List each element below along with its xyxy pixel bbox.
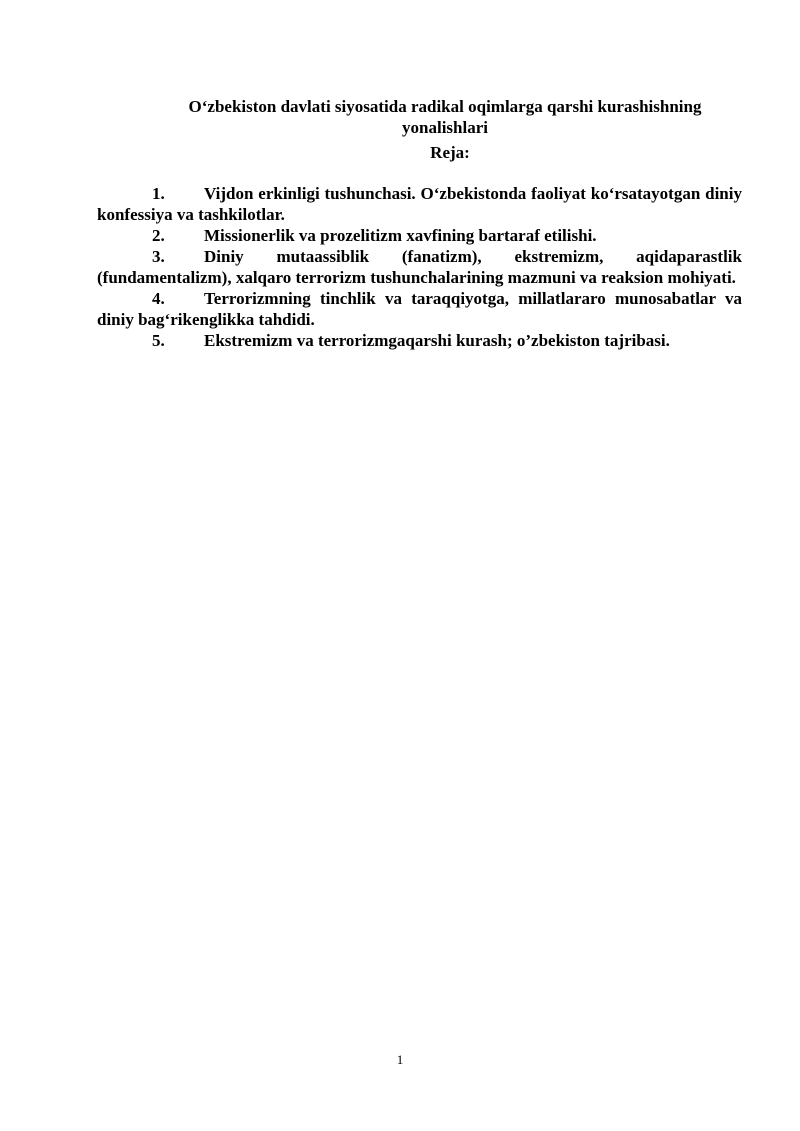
plan-item-number: 4.: [152, 289, 165, 308]
plan-item-text: Missionerlik va prozelitizm xavfining bartaraf etilishi.: [204, 226, 597, 245]
plan-item: [97, 183, 742, 225]
plan-item: [97, 288, 742, 330]
plan-heading: Reja:: [430, 143, 470, 162]
plan-item: [97, 246, 742, 288]
plan-item-number: 2.: [152, 226, 165, 245]
plan-list: [97, 183, 742, 351]
plan-item-number: 3.: [152, 247, 165, 266]
plan-item-text: Diniy mutaassiblik (fanatizm), ekstremizm, aqidaparastlik (fundamentalizm), xalqaro terrorizm tushunchalarining mazmuni va reaksion mohiyati.: [97, 247, 742, 287]
plan-item-number: 1.: [152, 184, 165, 203]
plan-item-text: Vijdon erkinligi tushunchasi. O‘zbekistonda faoliyat ko‘rsatayotgan diniy konfessiya va tashkilotlar.: [97, 184, 742, 224]
plan-item: [97, 225, 742, 246]
plan-item: [97, 330, 742, 351]
title-line-2: yonalishlari: [402, 118, 488, 137]
plan-item-number: 5.: [152, 331, 165, 350]
page-number: 1: [396, 1052, 404, 1067]
document-title: [150, 96, 740, 138]
plan-item-text: Terrorizmning tinchlik va taraqqiyotga, millatlararo munosabatlar va diniy bag‘rikenglikka tahdidi.: [97, 289, 742, 329]
title-line-1: O‘zbekiston davlati siyosatida radikal oqimlarga qarshi kurashishning: [188, 97, 702, 116]
plan-item-text: Ekstremizm va terrorizmgaqarshi kurash; o’zbekiston tajribasi.: [204, 331, 670, 350]
